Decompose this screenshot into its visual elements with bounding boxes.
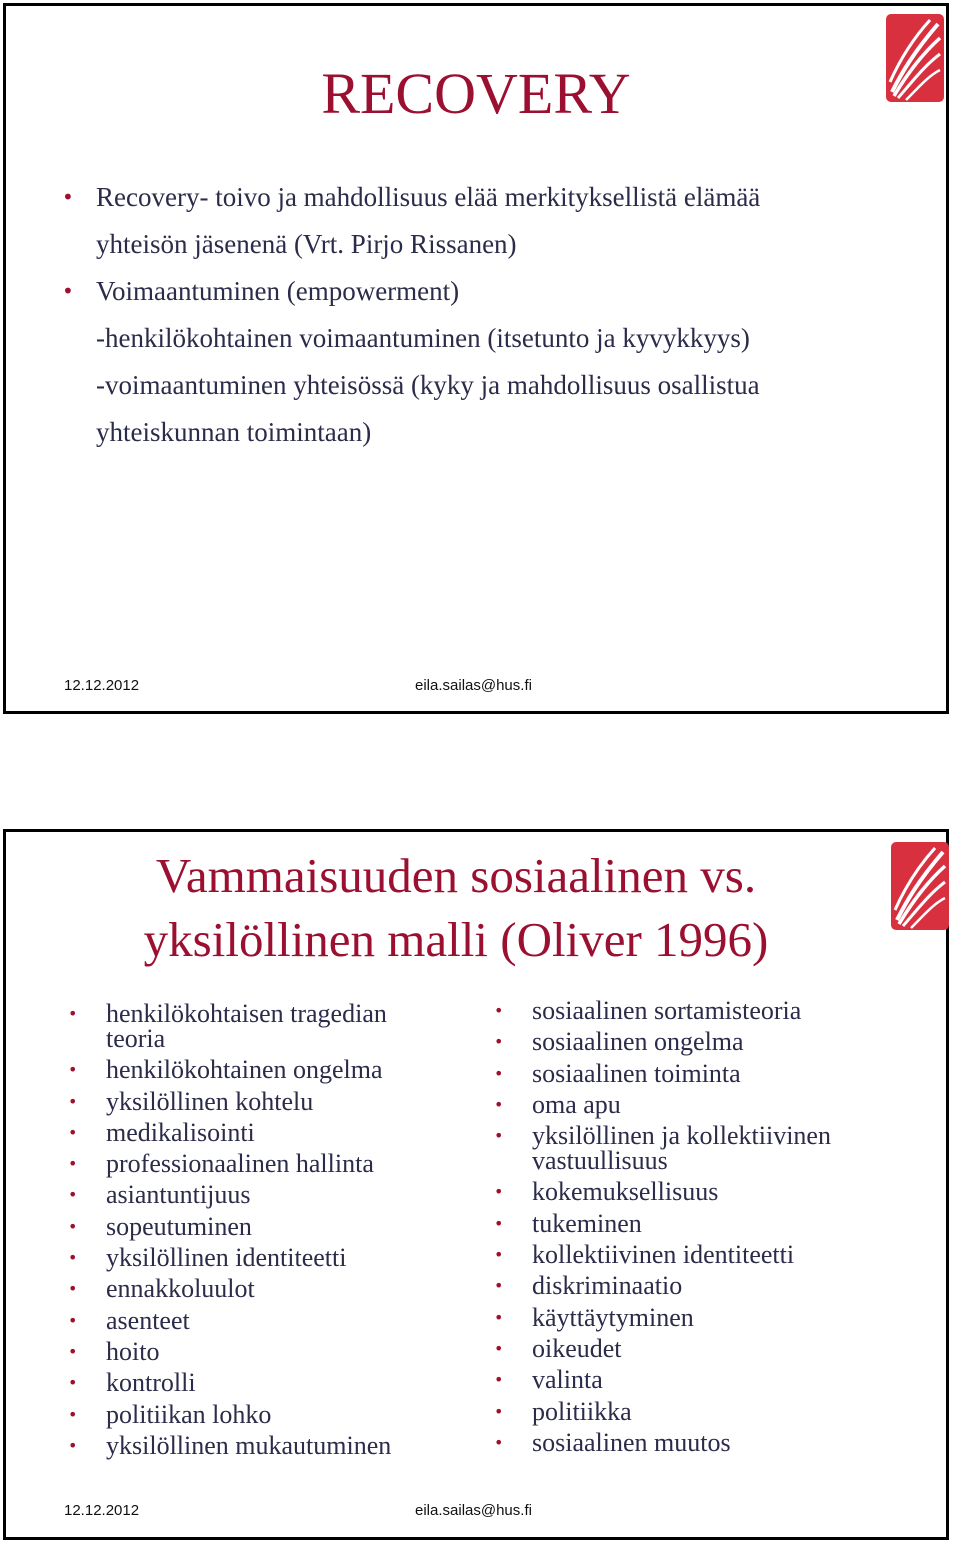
list-item-text: yksilöllinen mukautuminen	[106, 1430, 392, 1460]
list-item-text: yksilöllinen ja kollektiivinen	[532, 1121, 831, 1151]
list-item	[494, 1208, 914, 1238]
list-item: yhteisön jäsenenä (Vrt. Pirjo Rissanen)	[96, 229, 517, 259]
bullet-icon: •	[494, 1370, 504, 1390]
list-item-text: oikeudet	[532, 1333, 622, 1363]
list-item-text: sosiaalinen toiminta	[532, 1058, 741, 1088]
list-item-text: hoito	[106, 1336, 160, 1366]
list-item-text: henkilökohtainen ongelma	[106, 1055, 383, 1085]
list-item	[494, 1240, 914, 1270]
list-item	[68, 1001, 488, 1051]
bullet-icon: •	[68, 1122, 78, 1142]
list-item	[68, 1336, 488, 1366]
list-item-text: professionaalinen hallinta	[106, 1149, 374, 1179]
list-item-text: käyttäytyminen	[532, 1302, 694, 1332]
footer-email: eila.sailas@hus.fi	[415, 677, 532, 694]
list-item	[494, 1365, 914, 1395]
list-item	[494, 1427, 914, 1457]
list-item	[68, 1117, 488, 1147]
footer-email: eila.sailas@hus.fi	[415, 1502, 532, 1519]
list-item-text: yksilöllinen identiteetti	[106, 1243, 347, 1273]
list-item	[494, 1121, 914, 1176]
list-item	[494, 1177, 914, 1207]
footer-date: 12.12.2012	[64, 1502, 140, 1519]
list-item-text: ennakkoluulot	[106, 1274, 255, 1304]
list-item-text: asenteet	[106, 1305, 190, 1335]
list-item	[68, 1149, 488, 1179]
list-item-text: valinta	[532, 1365, 603, 1395]
list-item	[68, 1274, 488, 1304]
slide-title	[66, 844, 846, 972]
title-line-1: Vammaisuuden sosiaalinen vs.	[155, 848, 757, 903]
bullet-icon: •	[494, 1401, 504, 1421]
list-item	[68, 1086, 488, 1116]
flame-logo	[889, 840, 951, 932]
bullet-icon: •	[494, 1213, 504, 1233]
bullet-icon: •	[494, 1001, 504, 1020]
list-item-text: kontrolli	[106, 1368, 196, 1398]
list-item-text: henkilökohtaisen tragedian	[106, 999, 387, 1028]
title-line-2: yksilöllinen malli (Oliver 1996)	[143, 912, 769, 967]
bullet-icon: •	[68, 1341, 78, 1361]
flame-logo	[884, 12, 946, 104]
list-item	[68, 1430, 488, 1460]
list-item	[494, 1271, 914, 1301]
bullet-icon: •	[68, 1216, 78, 1236]
bullet-icon: •	[62, 279, 74, 303]
bullet-icon: •	[494, 1432, 504, 1452]
bullet-icon: •	[494, 1032, 504, 1052]
bullet-icon: •	[68, 1154, 78, 1174]
bullet-icon: •	[68, 1373, 78, 1393]
bullet-icon: •	[494, 1338, 504, 1358]
list-item-text: sosiaalinen sortamisteoria	[532, 996, 802, 1025]
list-item: • Recovery- toivo ja mahdollisuus elää merkityksellistä elämää	[58, 174, 908, 221]
list-item-text: kollektiivinen identiteetti	[532, 1240, 795, 1270]
list-item	[494, 1027, 914, 1057]
social-model-list	[494, 998, 914, 1461]
list-item	[494, 1089, 914, 1119]
bullet-icon: •	[68, 1004, 78, 1023]
list-item-text: oma apu	[532, 1089, 621, 1119]
list-item-text: diskriminaatio	[532, 1271, 683, 1301]
recovery-list	[58, 174, 908, 456]
list-item	[494, 1396, 914, 1426]
bullet-icon: •	[68, 1185, 78, 1205]
footer-date: 12.12.2012	[64, 677, 140, 694]
bullet-icon: •	[68, 1310, 78, 1330]
list-item	[68, 1368, 488, 1398]
list-item-text: kokemuksellisuus	[532, 1177, 719, 1207]
bullet-icon: •	[494, 1126, 504, 1146]
list-item	[68, 1305, 488, 1335]
bullet-icon: •	[494, 1276, 504, 1296]
list-item	[68, 1055, 488, 1085]
bullet-icon: •	[68, 1279, 78, 1299]
slide-disability-models	[3, 829, 949, 1540]
individual-model-list	[68, 1001, 488, 1464]
list-item	[68, 1180, 488, 1210]
list-item-text: yksilöllinen kohtelu	[106, 1086, 314, 1116]
list-item-text: sosiaalinen ongelma	[532, 1027, 744, 1057]
list-item-text: sosiaalinen muutos	[532, 1427, 731, 1457]
list-item: -henkilökohtainen voimaantuminen (itsetunto ja kyvykkyys)	[96, 323, 750, 353]
bullet-icon: •	[68, 1404, 78, 1424]
bullet-icon: •	[494, 1307, 504, 1327]
list-item: • Voimaantuminen (empowerment)	[58, 268, 908, 315]
list-item-text: politiikan lohko	[106, 1399, 272, 1429]
slide-recovery	[3, 3, 949, 714]
list-item	[494, 1058, 914, 1088]
bullet-icon: •	[68, 1435, 78, 1455]
list-item-text: asiantuntijuus	[106, 1180, 251, 1210]
list-item: yhteiskunnan toimintaan)	[96, 417, 372, 447]
bullet-icon: •	[494, 1245, 504, 1265]
list-item-text: tukeminen	[532, 1208, 642, 1238]
list-item	[68, 1211, 488, 1241]
slide-title: RECOVERY	[321, 61, 631, 126]
bullet-icon: •	[494, 1094, 504, 1114]
list-item-text: medikalisointi	[106, 1117, 255, 1147]
list-item-text: teoria	[106, 1024, 166, 1053]
bullet-icon: •	[68, 1248, 78, 1268]
list-item-text: sopeutuminen	[106, 1211, 252, 1241]
list-item	[494, 998, 914, 1023]
list-item	[494, 1333, 914, 1363]
bullet-icon: •	[68, 1091, 78, 1111]
bullet-icon: •	[68, 1060, 78, 1080]
list-item	[494, 1302, 914, 1332]
list-item	[68, 1243, 488, 1273]
bullet-icon: •	[494, 1063, 504, 1083]
bullet-icon: •	[494, 1182, 504, 1202]
list-item: -voimaantuminen yhteisössä (kyky ja mahdollisuus osallistua	[96, 370, 760, 400]
list-item-text: politiikka	[532, 1396, 632, 1426]
bullet-icon: •	[62, 185, 74, 209]
list-item	[68, 1399, 488, 1429]
list-item-text: vastuullisuus	[532, 1146, 668, 1176]
